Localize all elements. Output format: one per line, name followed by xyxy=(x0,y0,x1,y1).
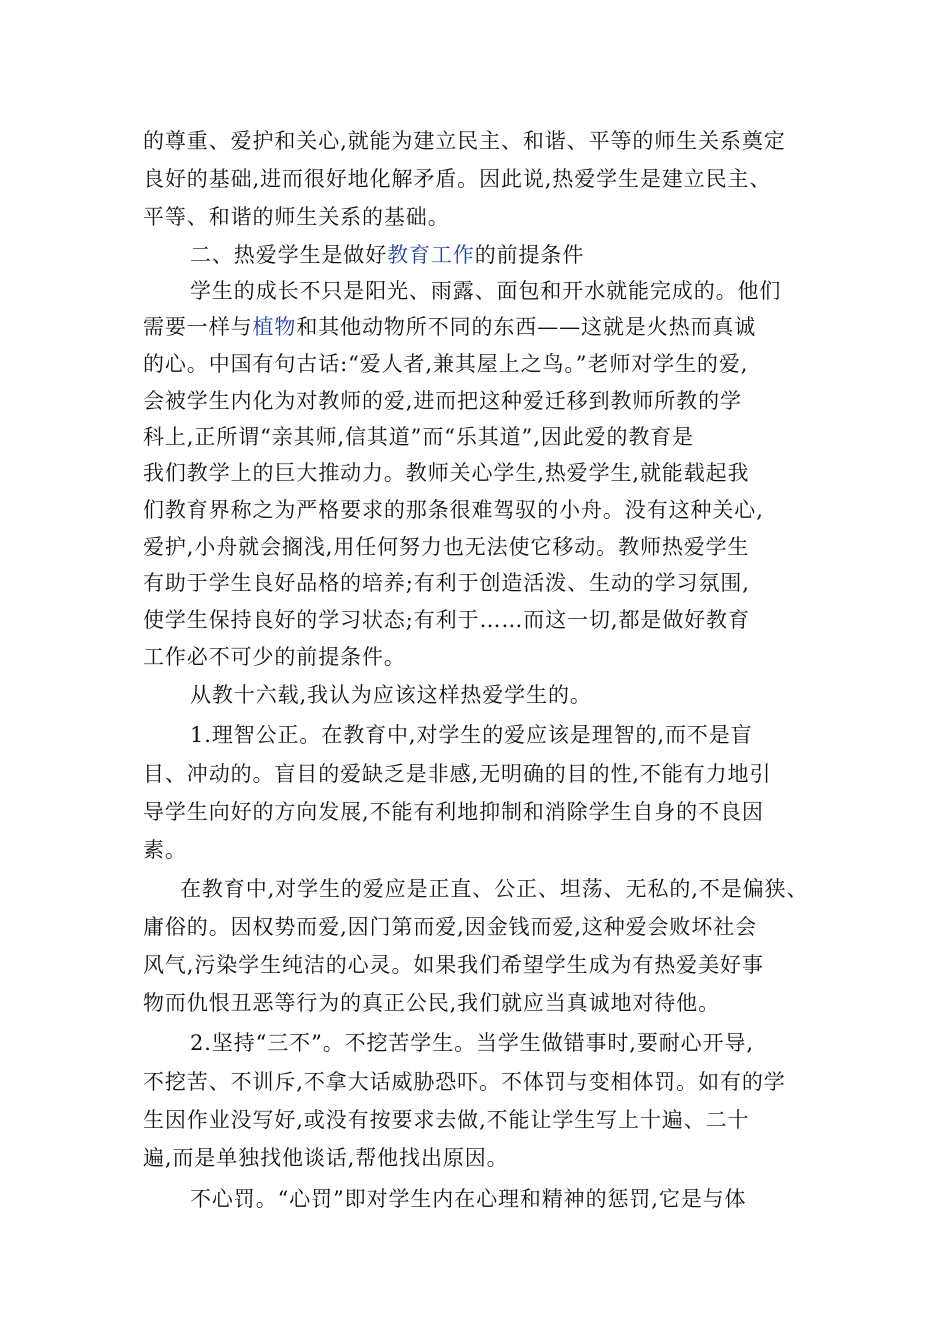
paragraph-line: 科上,正所谓“亲其师,信其道”而“乐其道”,因此爱的教育是 xyxy=(143,425,695,449)
paragraph-line: 生因作业没写好,或没有按要求去做,不能让学生写上十遍、二十 xyxy=(143,1108,750,1132)
paragraph-line: 风气,污染学生纯洁的心灵。如果我们希望学生成为有热爱美好事 xyxy=(143,953,764,977)
paragraph-line: 物而仇恨丑恶等行为的真正公民,我们就应当真诚地对待他。 xyxy=(143,991,720,1015)
text-span: 和其他动物所不同的东西——这就是火热而真诚 xyxy=(296,315,757,339)
plants-link[interactable]: 植物 xyxy=(252,315,297,339)
paragraph-line: 使学生保持良好的学习状态;有利于……而这一切,都是做好教育 xyxy=(143,608,750,632)
paragraph-line: 2.坚持“三不”。不挖苦学生。当学生做错事时,要耐心开导, xyxy=(190,1031,754,1055)
paragraph-line: 会被学生内化为对教师的爱,进而把这种爱迁移到教师所教的学 xyxy=(143,389,742,413)
paragraph-line: 目、冲动的。盲目的爱缺乏是非感,无明确的目的性,不能有力地引 xyxy=(143,762,772,786)
paragraph-line: 良好的基础,进而很好地化解矛盾。因此说,热爱学生是建立民主、 xyxy=(143,167,772,191)
text-span: 需要一样与 xyxy=(143,315,253,339)
paragraph-line: 1.理智公正。在教育中,对学生的爱应该是理智的,而不是盲 xyxy=(190,723,753,747)
paragraph-line: 不心罚。“心罚”即对学生内在心理和精神的惩罚,它是与体 xyxy=(190,1187,747,1211)
heading-text: 二、热爱学生是做好 xyxy=(190,243,388,267)
paragraph-line: 在教育中,对学生的爱应是正直、公正、坦荡、无私的,不是偏狭、 xyxy=(180,877,809,901)
paragraph-line: 工作必不可少的前提条件。 xyxy=(143,645,406,669)
paragraph-line: 的尊重、爱护和关心,就能为建立民主、和谐、平等的师生关系奠定 xyxy=(143,129,786,153)
paragraph-line: 爱护,小舟就会搁浅,用任何努力也无法使它移动。教师热爱学生 xyxy=(143,535,750,559)
paragraph-line: 学生的成长不只是阳光、雨露、面包和开水就能完成的。他们 xyxy=(190,279,782,303)
paragraph-line: 素。 xyxy=(143,838,187,862)
paragraph-line: 不挖苦、不训斥,不拿大话威胁恐吓。不体罚与变相体罚。如有的学 xyxy=(143,1070,786,1094)
paragraph-line: 遍,而是单独找他谈话,帮他找出原因。 xyxy=(143,1146,509,1170)
paragraph-line xyxy=(143,312,756,342)
section-heading xyxy=(190,240,584,270)
paragraph-line: 庸俗的。因权势而爱,因门第而爱,因金钱而爱,这种爱会败坏社会 xyxy=(143,915,758,939)
paragraph-line: 有助于学生良好品格的培养;有利于创造活泼、生动的学习氛围, xyxy=(143,571,750,595)
paragraph-line: 平等、和谐的师生关系的基础。 xyxy=(143,205,450,229)
paragraph-line: 的心。中国有句古话:“爱人者,兼其屋上之鸟。”老师对学生的爱, xyxy=(143,352,749,376)
paragraph-line: 我们教学上的巨大推动力。教师关心学生,热爱学生,就能载起我 xyxy=(143,461,750,485)
paragraph-line: 们教育界称之为严格要求的那条很难驾驭的小舟。没有这种关心, xyxy=(143,498,764,522)
education-work-link[interactable]: 教育工作 xyxy=(387,243,475,267)
paragraph-line: 导学生向好的方向发展,不能有利地抑制和消除学生自身的不良因 xyxy=(143,800,764,824)
heading-text: 的前提条件 xyxy=(474,243,585,267)
paragraph-line: 从教十六载,我认为应该这样热爱学生的。 xyxy=(190,683,592,707)
